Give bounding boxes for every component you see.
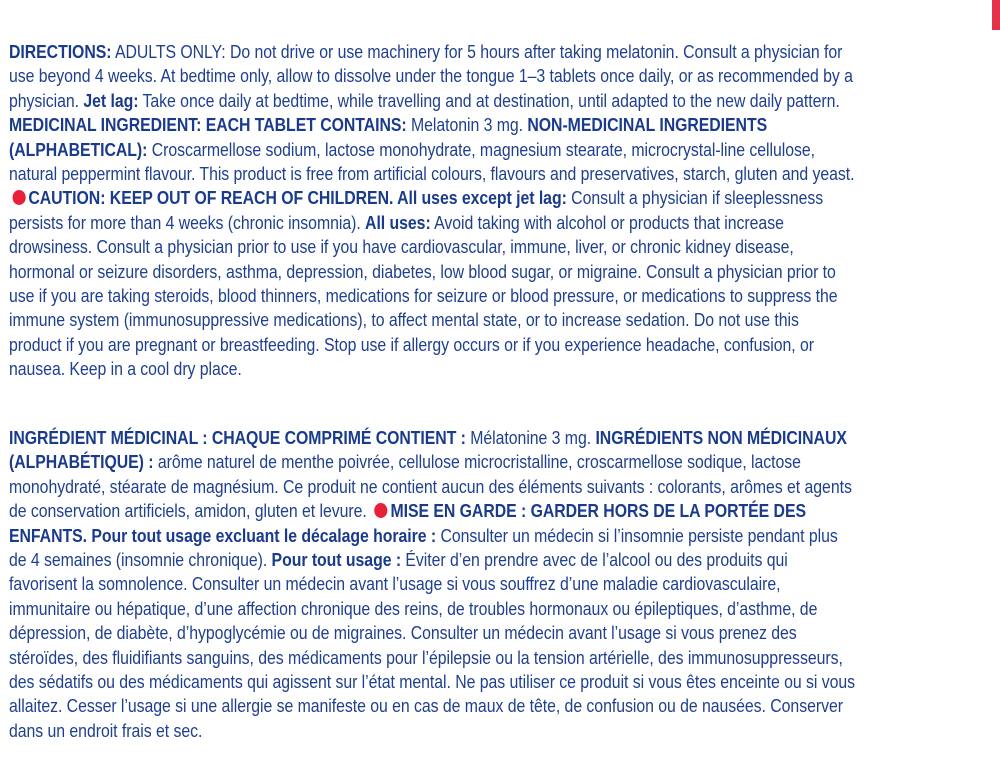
fr-non-medicinal-heading: INGRÉDIENTS NON MÉDICINAUX (ALPHABÉTIQUE) : [9, 428, 847, 473]
fr-all-uses-heading: Pour tout usage : [271, 550, 402, 571]
label-corner-edge [992, 0, 1000, 30]
fr-caution-heading: MISE EN GARDE : GARDER HORS DE LA PORTÉE DES ENFANTS. Pour tout usage excluant le décalage horaire : [9, 501, 806, 546]
directions-text: ADULTS ONLY: Do not drive or use machinery for 5 hours after taking melatonin. Consult a physician for use beyond 4 weeks. At bedtime only, allow to dissolve under the tongue 1–3 tablets once daily, or as recommended by a physician. [9, 42, 853, 111]
fr-caution-dot-icon [375, 503, 388, 518]
jet-lag-heading: Jet lag: [83, 90, 139, 111]
non-medicinal-heading: NON-MEDICINAL INGREDIENTS (ALPHABETICAL): [9, 115, 768, 160]
fr-non-medicinal-text: arôme naturel de menthe poivrée, cellulose microcristalline, croscarmellose sodique, lactose monohydraté, stéarate de magnésium. Ce produit ne contient aucun des éléments suivants : colorants, arômes et agents de conservation artificiels, amidon, gluten et levure. [9, 452, 852, 522]
fr-caution-text: Consulter un médecin si l’insomnie persiste pendant plus de 4 semaines (insomnie chronique). [9, 525, 838, 571]
english-directions-block [9, 40, 856, 382]
caution-heading: CAUTION: KEEP OUT OF REACH OF CHILDREN. All uses except jet lag: [28, 188, 567, 209]
fr-all-uses-text: Éviter d’en prendre avec de l’alcool ou des produits qui favorisent la somnolence. Consulter un médecin avant l’usage si vous souffrez d’une maladie cardiovasculaire, immunitaire ou hépatique, d’une affection chronique des reins, de troubles hormonaux ou épileptiques, d’asthme, de dépression, de diabète, d’hypoglycémie ou de migraines. Consulter un médecin avant l’usage si vous prenez des stéroïdes, des fluidifiants sanguins, des médicaments pour l’épilepsie ou la tension artérielle, des immunosuppresseurs, des sédatifs ou des médicaments qui agissent sur l’état mental. Ne pas utiliser ce produit si vous êtes enceinte ou si vous allaitez. Cesser l’usage si une allergie se manifeste ou en cas de maux de tête, de confusion ou de nausées. Conserver dans un endroit frais et sec. [9, 550, 856, 741]
jet-lag-text: Take once daily at bedtime, while travelling and at destination, until adapted to the new daily pattern. [138, 90, 840, 111]
fr-medicinal-ingredient-text: Mélatonine 3 mg. [465, 428, 596, 448]
fr-medicinal-ingredient-heading: INGRÉDIENT MÉDICINAL : CHAQUE COMPRIMÉ CONTIENT : [9, 428, 466, 448]
all-uses-heading: All uses: [365, 212, 431, 233]
non-medicinal-text: Croscarmellose sodium, lactose monohydrate, magnesium stearate, microcrystal-line cellulose, natural peppermint flavour. This product is free from artificial colours, flavours and preservatives, starch, gluten and yeast. [9, 139, 855, 185]
medicinal-ingredient-heading: MEDICINAL INGREDIENT: EACH TABLET CONTAINS: [9, 115, 407, 136]
medicinal-ingredient-text: Melatonin 3 mg. [406, 115, 528, 136]
directions-heading: DIRECTIONS: [9, 42, 112, 62]
caution-text: Consult a physician if sleeplessness persists for more than 4 weeks (chronic insomnia). [9, 188, 824, 233]
caution-dot-icon [13, 190, 26, 205]
french-directions-block [9, 426, 856, 743]
all-uses-text: Avoid taking with alcohol or products that increase drowsiness. Consult a physician prior to use if you have cardiovascular, immune, liver, or chronic kidney disease, hormonal or seizure disorders, asthma, depression, diabetes, low blood sugar, or migraine. Consult a physician prior to use if you are taking steroids, blood thinners, medications for seizure or blood pressure, or medications to suppress the immune system (immunosuppressive medications), to affect mental state, or to increase sedation. Do not use this product if you are pregnant or breastfeeding. Stop use if allergy occurs or if you experience headache, confusion, or nausea. Keep in a cool dry place. [9, 212, 838, 380]
